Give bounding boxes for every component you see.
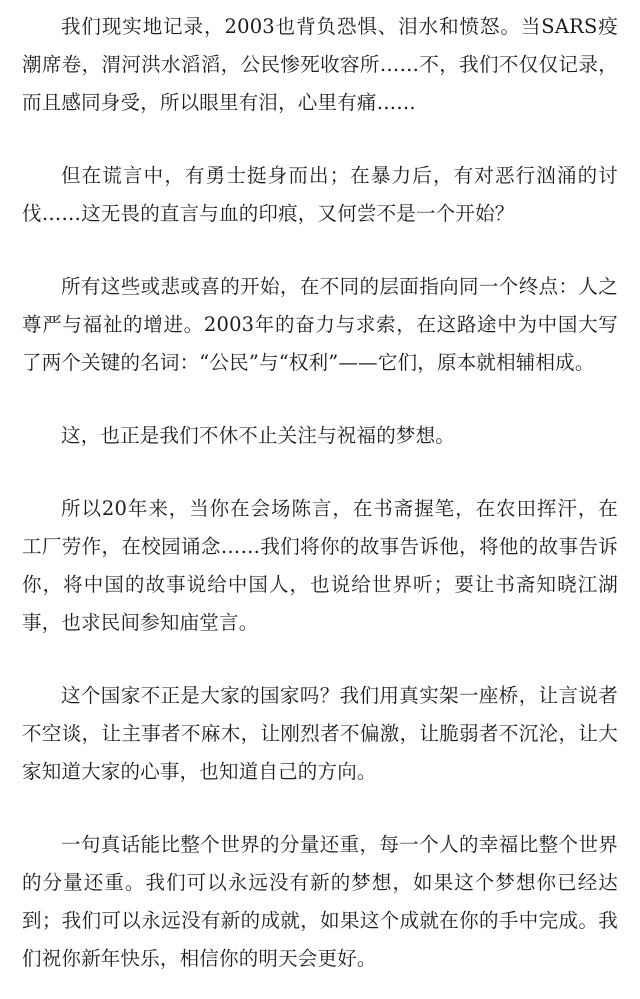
paragraph-2: 但在谎言中，有勇士挺身而出；在暴力后，有对恶行汹涌的讨伐……这无畏的直言与血的印痕，又何尝不是一个开始？ bbox=[22, 164, 618, 225]
paragraph-6: 这个国家不正是大家的国家吗？我们用真实架一座桥，让言说者不空谈，让主事者不麻木，让刚烈者不偏激，让脆弱者不沉沦，让大家知道大家的心事，也知道自己的方向。 bbox=[22, 684, 618, 783]
paragraph-3: 所有这些或悲或喜的开始，在不同的层面指向同一个终点：人之尊严与福祉的增进。2003年的奋力与求索，在这路途中为中国大写了两个关键的名词：“公民”与“权利”——它们，原本就相辅相成。 bbox=[22, 275, 618, 374]
paragraph-7: 一句真话能比整个世界的分量还重，每一个人的幸福比整个世界的分量还重。我们可以永远没有新的梦想，如果这个梦想你已经达到；我们可以永远没有新的成就，如果这个成就在你的手中完成。我们祝你新年快乐，相信你的明天会更好。 bbox=[22, 833, 618, 970]
paragraph-5: 所以20年来，当你在会场陈言，在书斋握笔，在农田挥汗，在工厂劳作，在校园诵念……我们将你的故事告诉他，将他的故事告诉你，将中国的故事说给中国人，也说给世界听；要让书斋知晓江湖事，也求民间参知庙堂言。 bbox=[22, 497, 618, 634]
paragraph-4: 这，也正是我们不休不止关注与祝福的梦想。 bbox=[61, 424, 456, 447]
paragraph-1: 我们现实地记录，2003也背负恐惧、泪水和愤怒。当SARS疫潮席卷，渭河洪水滔滔，公民惨死收容所……不，我们不仅仅记录，而且感同身受，所以眼里有泪，心里有痛…… bbox=[22, 15, 618, 114]
